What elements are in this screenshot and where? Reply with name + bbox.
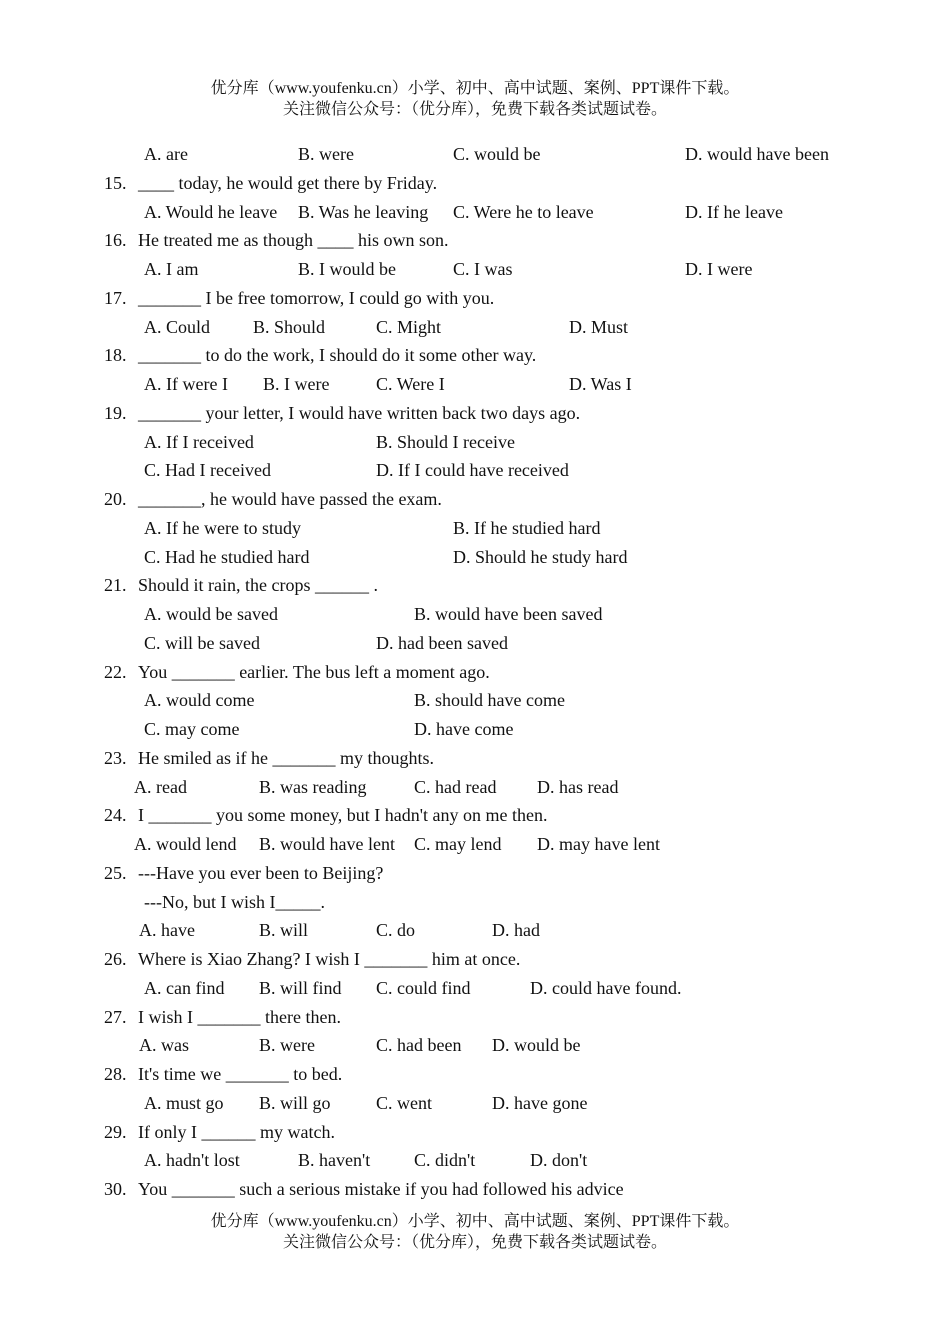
question-number: 22. <box>104 661 127 682</box>
option-choice: A. If I received <box>144 431 254 452</box>
question-text: _______, he would have passed the exam. <box>138 489 442 509</box>
question-18 <box>0 344 950 366</box>
options-row <box>0 258 950 280</box>
option-choice: C. Were he to leave <box>453 201 594 222</box>
options-row <box>0 833 950 855</box>
option-choice: B. I would be <box>298 259 396 279</box>
option-choice: A. was <box>139 1035 189 1056</box>
question-15 <box>0 172 950 194</box>
option-choice: C. I was <box>453 259 513 279</box>
option-choice: B. will <box>259 920 309 941</box>
option-choice: D. may have lent <box>537 834 660 854</box>
options-row <box>0 977 950 999</box>
option-choice: D. If he leave <box>685 201 783 222</box>
option-choice: B. Should I receive <box>376 431 515 452</box>
question-text: If only I ______ my watch. <box>138 1121 335 1142</box>
question-number: 26. <box>104 949 127 969</box>
options-row <box>0 201 950 223</box>
options-row <box>0 459 950 481</box>
option-choice: A. hadn't lost <box>144 1150 240 1171</box>
reply-blank: _____ <box>275 891 321 912</box>
option-choice: D. Must <box>569 316 629 337</box>
option-choice: A. must go <box>144 1092 224 1113</box>
option-choice: A. read <box>134 776 187 797</box>
question-number: 29. <box>104 1121 127 1142</box>
option-choice: A. can find <box>144 977 225 998</box>
option-choice: B. will go <box>259 1092 331 1113</box>
question-text: He treated me as though ____ his own son. <box>138 230 449 251</box>
option-choice: D. would be <box>492 1035 581 1056</box>
option-choice: A. would come <box>144 690 255 711</box>
option-choice: D. If I could have received <box>376 460 569 481</box>
option-c: C. would be <box>453 144 541 164</box>
options-row <box>0 632 950 654</box>
question-26 <box>0 948 950 970</box>
question-28 <box>0 1063 950 1085</box>
option-choice: B. will find <box>259 977 342 998</box>
option-choice: C. Had he studied hard <box>144 546 310 567</box>
options-row <box>0 373 950 395</box>
question-23 <box>0 747 950 769</box>
options-row <box>0 431 950 453</box>
question-30 <box>0 1178 950 1200</box>
option-choice: D. Was I <box>569 374 632 394</box>
question-27 <box>0 1006 950 1028</box>
options-row <box>0 718 950 740</box>
page-header <box>0 78 950 120</box>
footer-line-1: 优分库（www.youfenku.cn）小学、初中、高中试题、案例、PPT课件下载。 <box>210 1213 740 1230</box>
reply-prefix: ---No, but I wish I <box>144 891 276 912</box>
option-choice: C. Were I <box>376 374 445 394</box>
question-number: 23. <box>104 747 127 768</box>
option-choice: C. may lend <box>414 834 502 854</box>
header-line-2: 关注微信公众号：（优分库），免费下载各类试题试卷。 <box>282 101 667 118</box>
question-22 <box>0 661 950 683</box>
option-choice: B. were <box>259 1035 315 1056</box>
option-choice: D. had been saved <box>376 632 508 653</box>
option-choice: B. would have been saved <box>414 604 603 624</box>
options-row <box>0 1034 950 1056</box>
question-text: Should it rain, the crops ______ . <box>138 575 378 596</box>
question-text: Where is Xiao Zhang? I wish I _______ him at once. <box>138 949 521 969</box>
page-footer <box>0 1211 950 1253</box>
option-choice: C. will be saved <box>144 632 260 653</box>
question-21 <box>0 574 950 596</box>
question-number: 19. <box>104 402 127 423</box>
option-choice: C. had read <box>414 776 497 797</box>
option-choice: B. Should <box>253 316 326 337</box>
question-number: 27. <box>104 1006 127 1027</box>
question-text: It's time we _______ to bed. <box>138 1064 343 1084</box>
option-choice: C. could find <box>376 977 471 998</box>
question-number: 17. <box>104 287 127 308</box>
question-number: 15. <box>104 172 127 193</box>
question-text-reply <box>144 891 325 913</box>
question-number: 21. <box>104 575 127 596</box>
carryover-options-row <box>0 143 950 165</box>
question-29 <box>0 1121 950 1143</box>
question-17 <box>0 287 950 309</box>
question-text: I _______ you some money, but I hadn't any on me then. <box>138 805 548 826</box>
option-choice: A. Would he leave <box>144 201 278 222</box>
question-20 <box>0 488 950 510</box>
options-row <box>0 546 950 568</box>
option-choice: B. I were <box>263 374 330 394</box>
question-number: 20. <box>104 489 127 509</box>
option-choice: D. has read <box>537 776 619 797</box>
question-19 <box>0 402 950 424</box>
option-choice: D. I were <box>685 259 753 279</box>
options-row <box>0 316 950 338</box>
option-choice: A. would lend <box>134 834 237 854</box>
question-text: You _______ such a serious mistake if you had followed his advice <box>138 1179 624 1199</box>
options-row <box>0 689 950 711</box>
option-choice: D. have come <box>414 719 514 739</box>
question-text: He smiled as if he _______ my thoughts. <box>138 747 434 768</box>
option-choice: C. Might <box>376 316 442 337</box>
question-text: _______ your letter, I would have written back two days ago. <box>138 402 581 423</box>
option-choice: B. If he studied hard <box>453 517 601 538</box>
footer-line-2: 关注微信公众号：（优分库），免费下载各类试题试卷。 <box>282 1234 667 1251</box>
option-choice: B. haven't <box>298 1150 371 1171</box>
options-row <box>0 919 950 941</box>
option-choice: D. Should he study hard <box>453 546 628 567</box>
question-16 <box>0 229 950 251</box>
option-d: D. would have been <box>685 144 829 164</box>
option-b: B. were <box>298 144 354 164</box>
question-number: 16. <box>104 230 127 251</box>
options-row <box>0 517 950 539</box>
option-choice: A. I am <box>144 259 199 279</box>
question-number: 28. <box>104 1064 127 1084</box>
question-text: _______ to do the work, I should do it some other way. <box>138 345 537 366</box>
options-row <box>0 603 950 625</box>
option-choice: C. may come <box>144 719 240 739</box>
option-choice: C. went <box>376 1092 432 1113</box>
question-text: I wish I _______ there then. <box>138 1006 341 1027</box>
option-choice: A. If he were to study <box>144 517 301 538</box>
header-line-1: 优分库（www.youfenku.cn）小学、初中、高中试题、案例、PPT课件下载。 <box>210 80 740 97</box>
option-choice: D. don't <box>530 1150 588 1171</box>
option-choice: C. Had I received <box>144 460 271 481</box>
question-number: 18. <box>104 345 127 366</box>
option-choice: B. should have come <box>414 690 565 711</box>
option-choice: A. If were I <box>144 374 228 394</box>
options-row <box>0 776 950 798</box>
option-a: A. are <box>144 144 188 164</box>
question-number: 24. <box>104 805 127 826</box>
option-choice: B. would have lent <box>259 834 395 854</box>
option-choice: C. do <box>376 920 416 941</box>
option-choice: D. have gone <box>492 1092 588 1113</box>
option-choice: C. didn't <box>414 1150 476 1171</box>
options-row <box>0 1092 950 1114</box>
option-choice: A. would be saved <box>144 604 278 624</box>
question-25-reply <box>0 891 950 913</box>
reply-suffix: . <box>320 891 325 912</box>
option-choice: D. could have found. <box>530 977 682 998</box>
question-25 <box>0 862 950 884</box>
option-choice: A. Could <box>144 316 211 337</box>
question-text: _______ I be free tomorrow, I could go with you. <box>138 287 495 308</box>
question-text: ---Have you ever been to Beijing? <box>138 862 384 883</box>
question-24 <box>0 804 950 826</box>
question-text: ____ today, he would get there by Friday. <box>138 172 438 193</box>
option-choice: C. had been <box>376 1035 462 1056</box>
question-text: You _______ earlier. The bus left a moment ago. <box>138 661 490 682</box>
option-choice: B. was reading <box>259 776 367 797</box>
question-number: 30. <box>104 1179 127 1199</box>
option-choice: D. had <box>492 920 540 941</box>
option-choice: A. have <box>139 920 195 941</box>
question-number: 25. <box>104 862 127 883</box>
options-row <box>0 1149 950 1171</box>
option-choice: B. Was he leaving <box>298 201 429 222</box>
